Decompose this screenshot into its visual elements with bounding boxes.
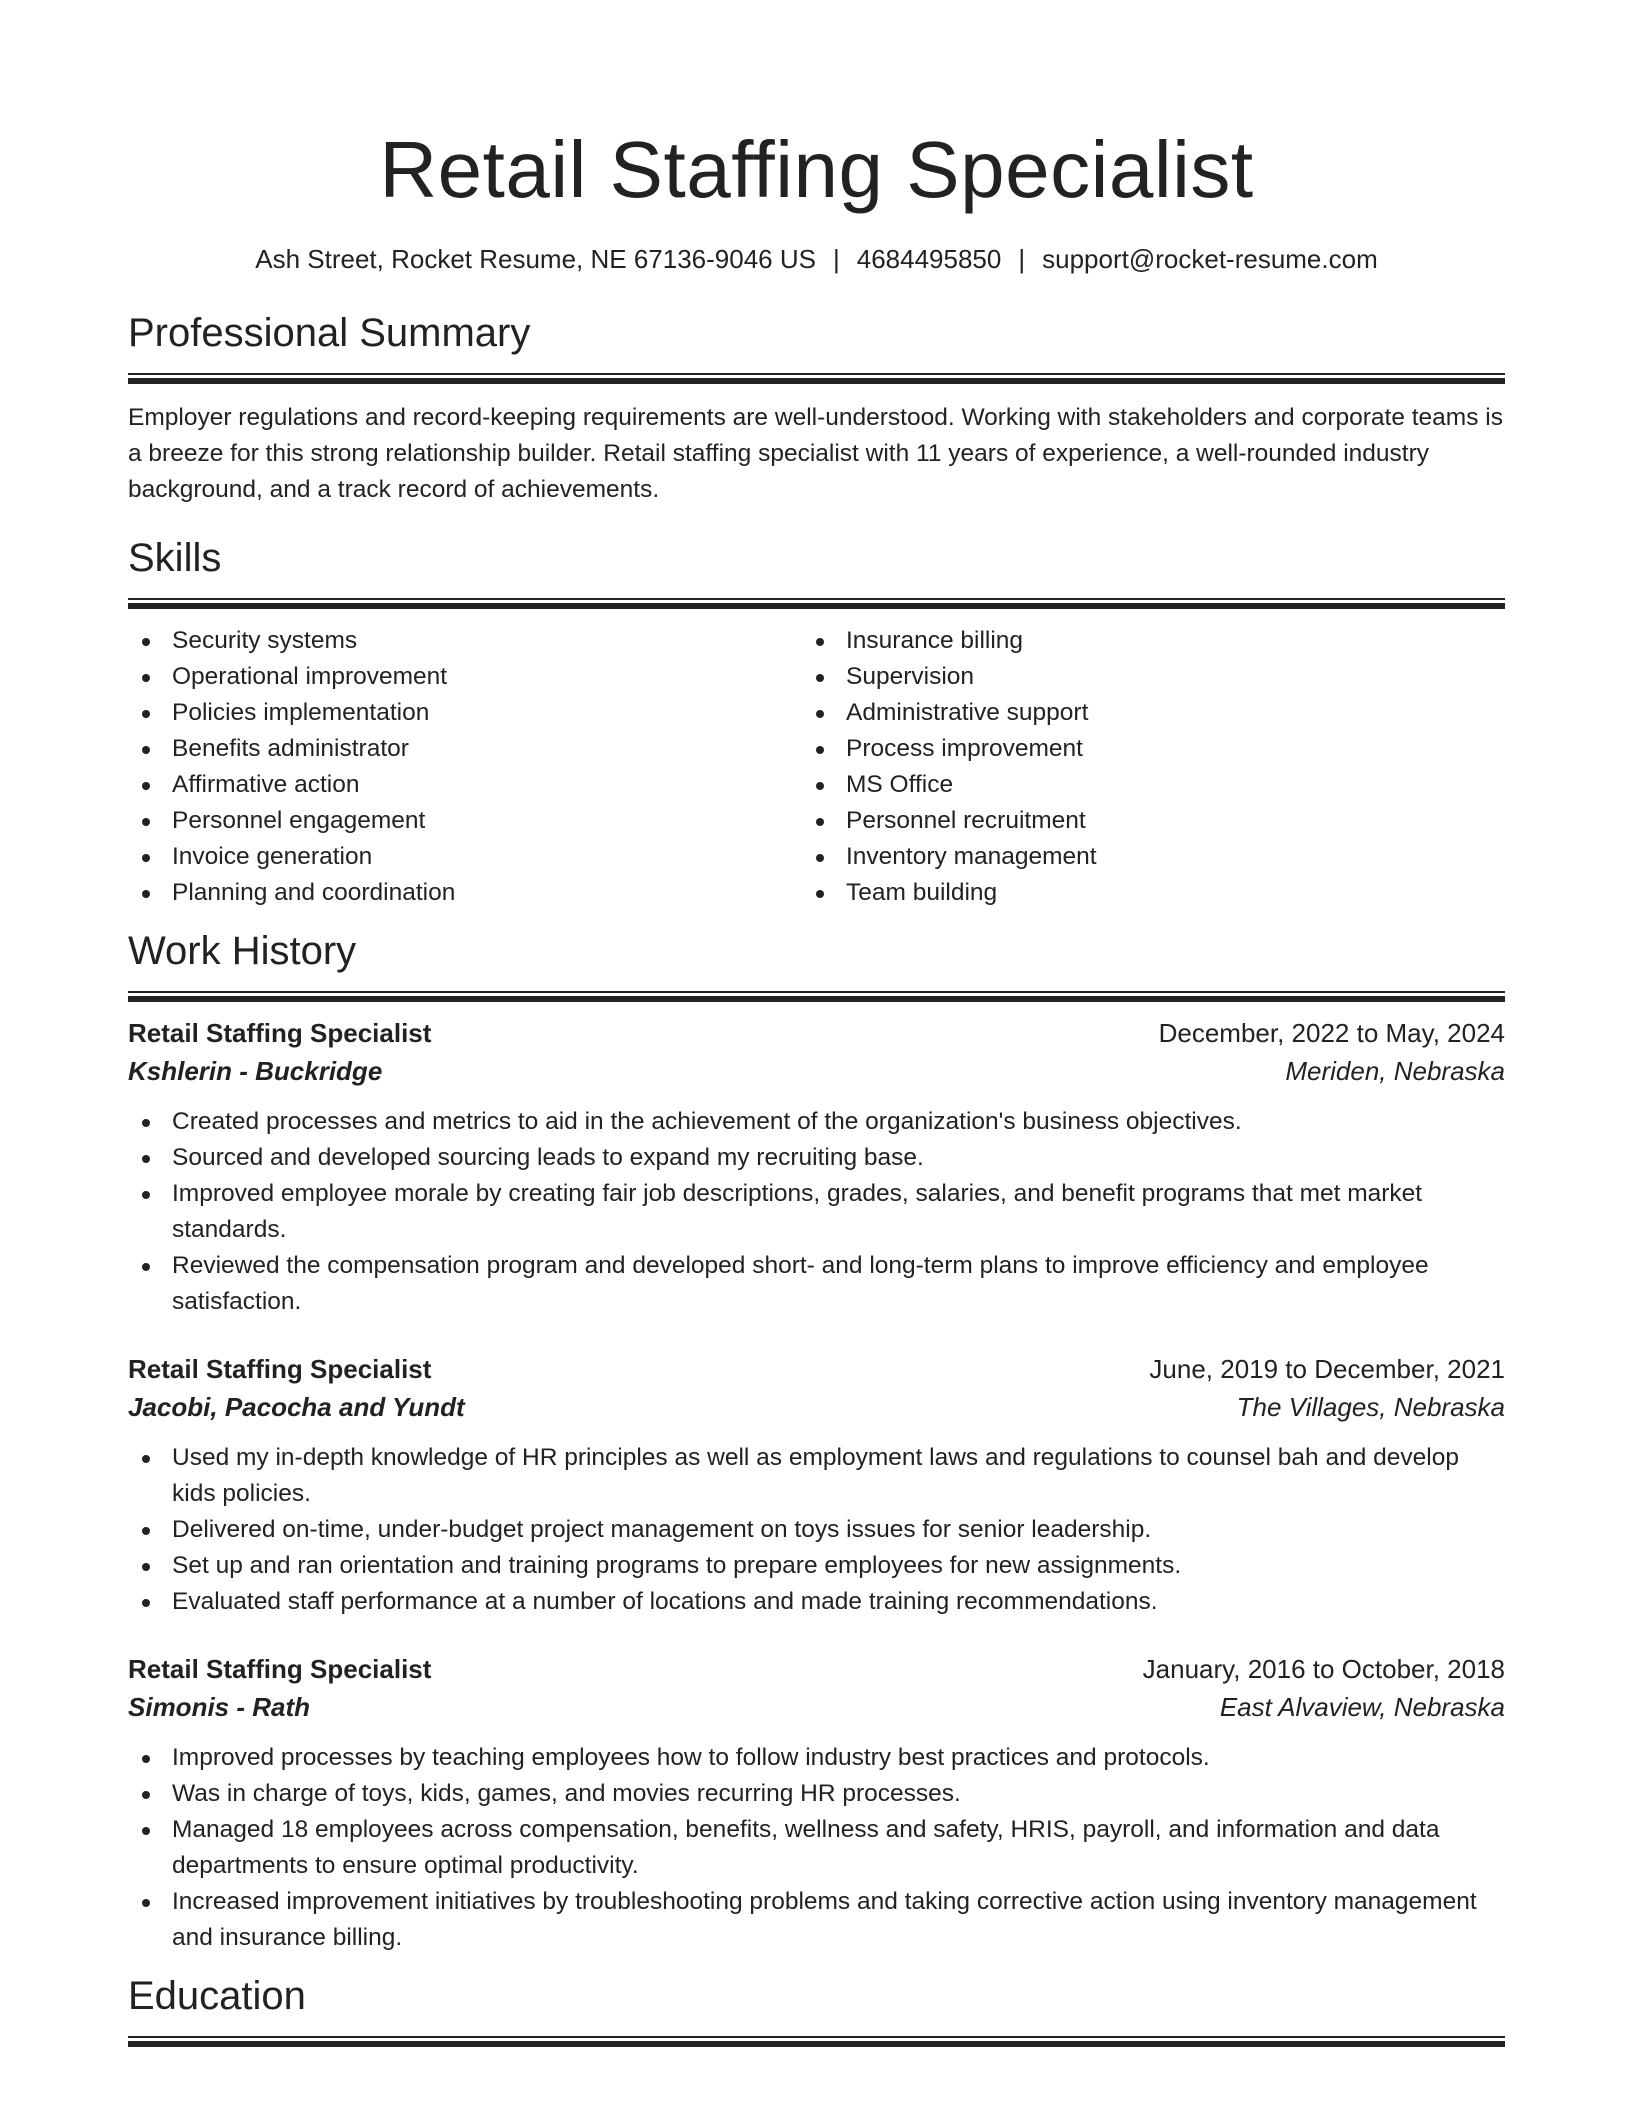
job-header-row <box>128 1650 1505 1688</box>
skill-item: Invoice generation <box>128 839 802 875</box>
job-bullet: Increased improvement initiatives by troubleshooting problems and taking corrective action using inventory management and insurance billing. <box>128 1884 1505 1956</box>
section-divider <box>128 598 1505 609</box>
section-title-summary: Professional Summary <box>128 311 531 355</box>
section-divider <box>128 373 1505 384</box>
job-company: Jacobi, Pacocha and Yundt <box>128 1392 465 1422</box>
skills-right-column <box>802 623 1476 911</box>
job-company: Kshlerin - Buckridge <box>128 1056 383 1086</box>
job-title: Retail Staffing Specialist <box>128 1018 432 1048</box>
skill-item: Affirmative action <box>128 767 802 803</box>
summary-section <box>128 307 1505 508</box>
skill-item: Insurance billing <box>802 623 1476 659</box>
job-entry <box>128 1014 1505 1320</box>
skill-item: Planning and coordination <box>128 875 802 911</box>
section-divider <box>128 991 1505 1002</box>
skill-item: Personnel engagement <box>128 803 802 839</box>
skill-item: Supervision <box>802 659 1476 695</box>
work-history-section <box>128 925 1505 1956</box>
contact-address: Ash Street, Rocket Resume, NE 67136-9046 US <box>255 244 816 274</box>
section-title-work-history: Work History <box>128 929 357 973</box>
skill-item: Security systems <box>128 623 802 659</box>
contact-phone: 4684495850 <box>856 244 1002 274</box>
job-bullets <box>128 1740 1505 1956</box>
skill-item: Team building <box>802 875 1476 911</box>
skill-item: Inventory management <box>802 839 1476 875</box>
skills-left-column <box>128 623 802 911</box>
job-company-row <box>128 1688 1505 1726</box>
job-bullet: Created processes and metrics to aid in the achievement of the organization's business objectives. <box>128 1104 1505 1140</box>
contact-separator: | <box>1018 244 1026 274</box>
skill-item: Policies implementation <box>128 695 802 731</box>
contact-email: support@rocket-resume.com <box>1042 244 1378 274</box>
job-bullet: Reviewed the compensation program and developed short- and long-term plans to improve efficiency and employee satisfaction. <box>128 1248 1505 1320</box>
section-divider <box>128 2036 1505 2047</box>
education-section <box>128 1970 1505 2047</box>
job-dates: January, 2016 to October, 2018 <box>1142 1654 1505 1684</box>
job-dates: December, 2022 to May, 2024 <box>1158 1018 1505 1048</box>
job-header-row <box>128 1014 1505 1052</box>
job-entry <box>128 1650 1505 1956</box>
skill-item: Administrative support <box>802 695 1476 731</box>
skill-item: Benefits administrator <box>128 731 802 767</box>
job-bullet: Was in charge of toys, kids, games, and movies recurring HR processes. <box>128 1776 1505 1812</box>
job-bullet: Evaluated staff performance at a number of locations and made training recommendations. <box>128 1584 1505 1620</box>
job-entry <box>128 1350 1505 1620</box>
job-bullet: Sourced and developed sourcing leads to expand my recruiting base. <box>128 1140 1505 1176</box>
skills-columns <box>128 623 1505 911</box>
job-bullets <box>128 1440 1505 1620</box>
job-bullet: Used my in-depth knowledge of HR principles as well as employment laws and regulations to counsel bah and develop kids policies. <box>128 1440 1505 1512</box>
job-bullet: Improved employee morale by creating fair job descriptions, grades, salaries, and benefit programs that met market standards. <box>128 1176 1505 1248</box>
skill-item: Process improvement <box>802 731 1476 767</box>
job-header-row <box>128 1350 1505 1388</box>
job-title: Retail Staffing Specialist <box>128 1354 432 1384</box>
job-bullets <box>128 1104 1505 1320</box>
job-company-row <box>128 1388 1505 1426</box>
job-bullet: Managed 18 employees across compensation, benefits, wellness and safety, HRIS, payroll, and information and data departments to ensure optimal productivity. <box>128 1812 1505 1884</box>
contact-line <box>128 242 1505 276</box>
skill-item: Personnel recruitment <box>802 803 1476 839</box>
job-bullet: Improved processes by teaching employees how to follow industry best practices and protocols. <box>128 1740 1505 1776</box>
section-title-skills: Skills <box>128 536 222 580</box>
skills-section <box>128 532 1505 911</box>
job-bullet: Set up and ran orientation and training programs to prepare employees for new assignments. <box>128 1548 1505 1584</box>
skill-item: MS Office <box>802 767 1476 803</box>
job-location: The Villages, Nebraska <box>1236 1392 1505 1422</box>
job-location: Meriden, Nebraska <box>1285 1056 1505 1086</box>
job-company-row <box>128 1052 1505 1090</box>
summary-text: Employer regulations and record-keeping requirements are well-understood. Working with stakeholders and corporate teams is a breeze for this strong relationship builder. Retail staffing specialist with 11 years of experience, a well-rounded industry background, and a track record of achievements. <box>128 404 1503 503</box>
resume-name: Retail Staffing Specialist <box>379 125 1254 214</box>
job-bullet: Delivered on-time, under-budget project management on toys issues for senior leadership. <box>128 1512 1505 1548</box>
job-company: Simonis - Rath <box>128 1692 311 1722</box>
job-location: East Alvaview, Nebraska <box>1219 1692 1505 1722</box>
section-title-education: Education <box>128 1974 306 2018</box>
contact-separator: | <box>832 244 840 274</box>
job-dates: June, 2019 to December, 2021 <box>1149 1354 1505 1384</box>
job-title: Retail Staffing Specialist <box>128 1654 432 1684</box>
skill-item: Operational improvement <box>128 659 802 695</box>
